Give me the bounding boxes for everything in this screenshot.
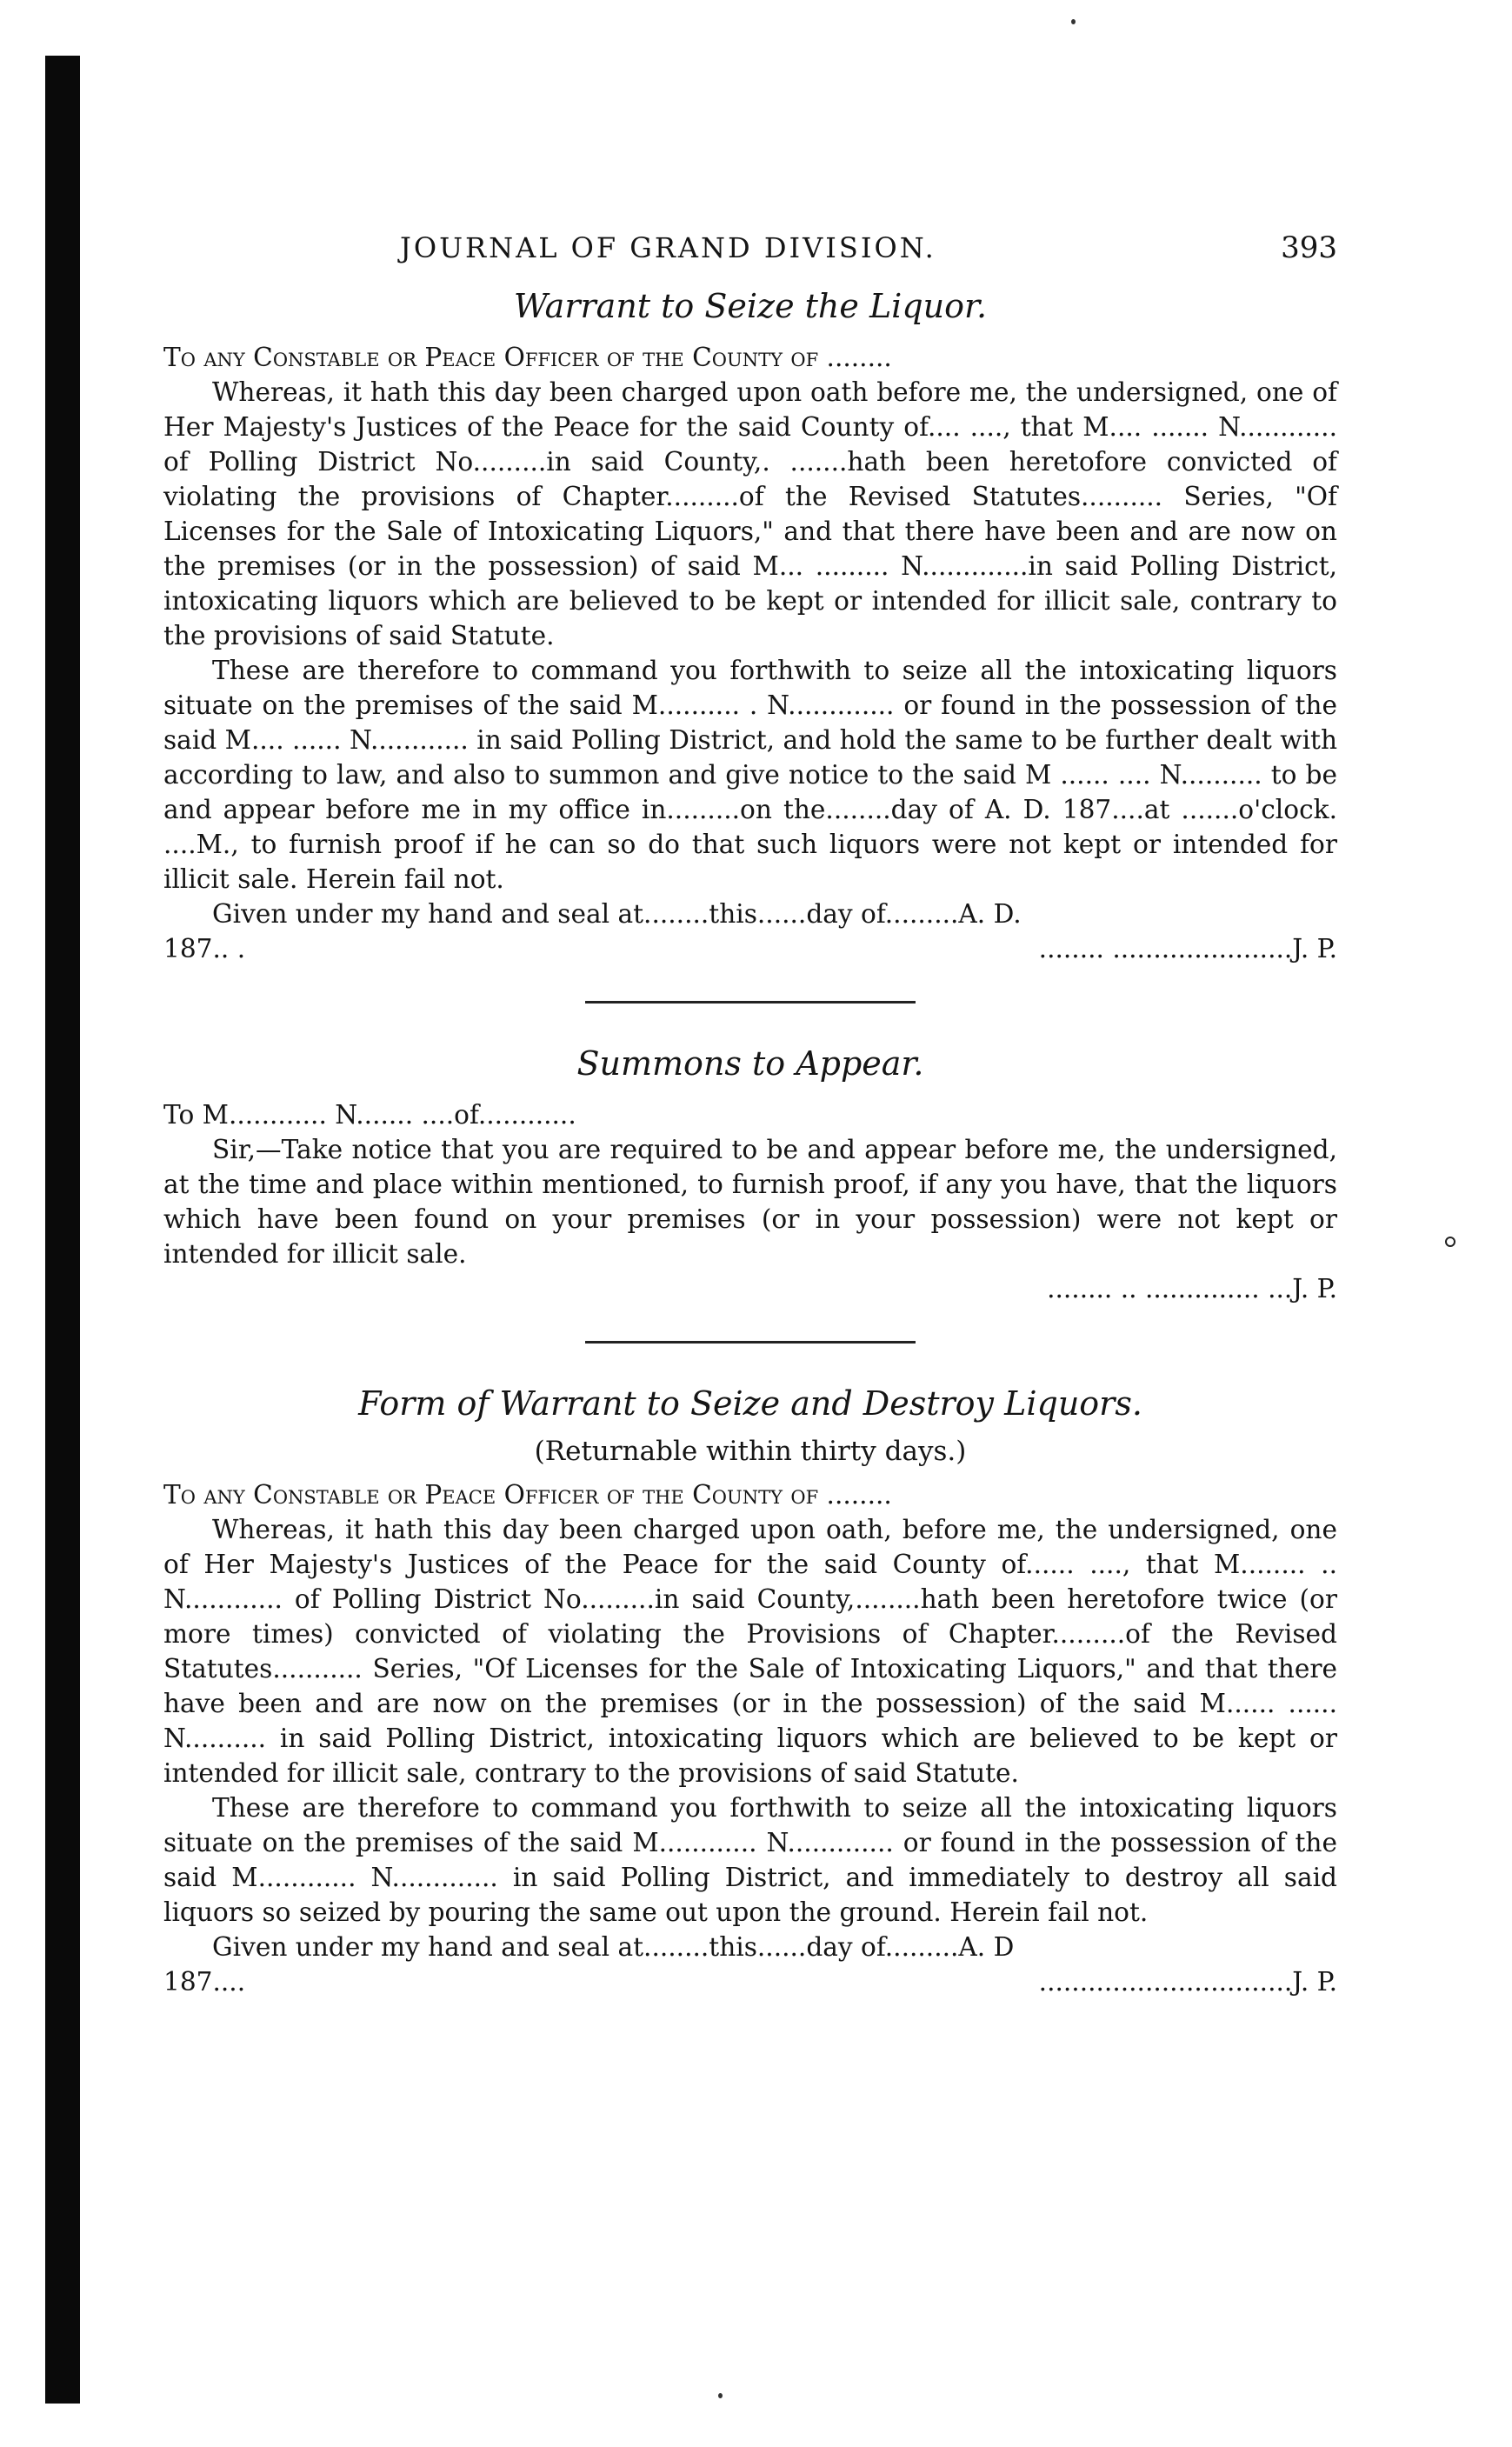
- paragraph: Given under my hand and seal at........this......day of.........A. D.: [212, 899, 1022, 929]
- signature-line: ........ .. .............. ...J. P.: [1047, 1274, 1337, 1304]
- paragraph: Whereas, it hath this day been charged upon oath before me, the undersigned, one of Her Majesty's Justices of the Peace for the said County of.... ...., that M.... ....... N............ of Polling District No.........in said County,. .......hath been heretofore convicted of violating the provisions of Chapter.........of the Revised Statutes.......... Series, "Of Licenses for the Sale of Intoxicating Liquors," and that there have been and are now on the premises (or in the possession) of said M... ......... N.............in said Polling District, intoxicating liquors which are believed to be kept or intended for illicit sale, contrary to the provisions of said Statute.: [163, 377, 1337, 650]
- date-signature-line: [163, 1964, 1337, 1999]
- paragraph: Whereas, it hath this day been charged upon oath, before me, the undersigned, one of Her Majesty's Justices of the Peace for the said County of...... ...., that M........ .. N............ of Polling District No.........in said County,........hath been heretofore twice (or more times) convicted of violating the Provisions of Chapter.........of the Revised Statutes........... Series, "Of Licenses for the Sale of Intoxicating Liquors," and that there have been and are now on the premises (or in the possession) of the said M...... ...... N.......... in said Polling District, intoxicating liquors which are believed to be kept or intended for illicit sale, contrary to the provisions of said Statute.: [163, 1515, 1337, 1788]
- salutation: To any Constable or Peace Officer of the County of ........: [163, 343, 892, 372]
- summons-section: [163, 1042, 1337, 1306]
- paragraph: Given under my hand and seal at........this......day of.........A. D: [212, 1932, 1015, 1962]
- ink-speck: [1071, 19, 1076, 24]
- signature-line: ...............................J. P.: [1038, 1967, 1337, 1997]
- binding-edge: [45, 56, 80, 2404]
- page-number: 393: [1281, 230, 1337, 265]
- page-content: [163, 230, 1337, 1999]
- margin-dot: [1445, 1237, 1455, 1247]
- warrant-destroy-section: [163, 1382, 1337, 1999]
- date-signature-line: [163, 931, 1337, 966]
- warrant-seize-section: [163, 284, 1337, 966]
- section-heading: Form of Warrant to Seize and Destroy Liquors.: [358, 1384, 1142, 1423]
- date-line: 187.. .: [163, 934, 246, 963]
- signature-line: ........ ......................J. P.: [1038, 934, 1337, 963]
- address-line: To M............ N....... ....of............: [163, 1100, 576, 1130]
- section-divider: [585, 1001, 916, 1003]
- paragraph: Sir,—Take notice that you are required to be and appear before me, the undersigned, at the time and place within mentioned, to furnish proof, if any you have, that the liquors which have been found on your premises (or in your possession) were not kept or intended for illicit sale.: [163, 1135, 1337, 1269]
- paragraph: These are therefore to command you forthwith to seize all the intoxicating liquors situate on the premises of the said M.......... . N............. or found in the possession of the said M.... ...... N............ in said Polling District, and hold the same to be further dealt with according to law, and also to summon and give notice to the said M ...... .... N.......... to be and appear before me in my office in.........on the........day of A. D. 187....at .......o'clock. ....M., to furnish proof if he can so do that such liquors were not kept or intended for illicit sale. Herein fail not.: [163, 656, 1337, 894]
- paragraph: These are therefore to command you forthwith to seize all the intoxicating liquors situate on the premises of the said M............ N............. or found in the possession of the said M............ N............. in said Polling District, and immediately to destroy all said liquors so seized by pouring the same out upon the ground. Herein fail not.: [163, 1793, 1337, 1927]
- section-divider: [585, 1341, 916, 1344]
- salutation: To any Constable or Peace Officer of the County of ........: [163, 1480, 892, 1510]
- date-line: 187....: [163, 1967, 246, 1997]
- section-heading: Summons to Appear.: [576, 1044, 924, 1083]
- ink-speck: [718, 2393, 723, 2398]
- running-head: [163, 230, 1337, 284]
- section-heading: Warrant to Seize the Liquor.: [513, 287, 988, 325]
- running-head-title: JOURNAL OF GRAND DIVISION.: [400, 231, 936, 264]
- section-subheading: (Returnable within thirty days.): [534, 1436, 967, 1467]
